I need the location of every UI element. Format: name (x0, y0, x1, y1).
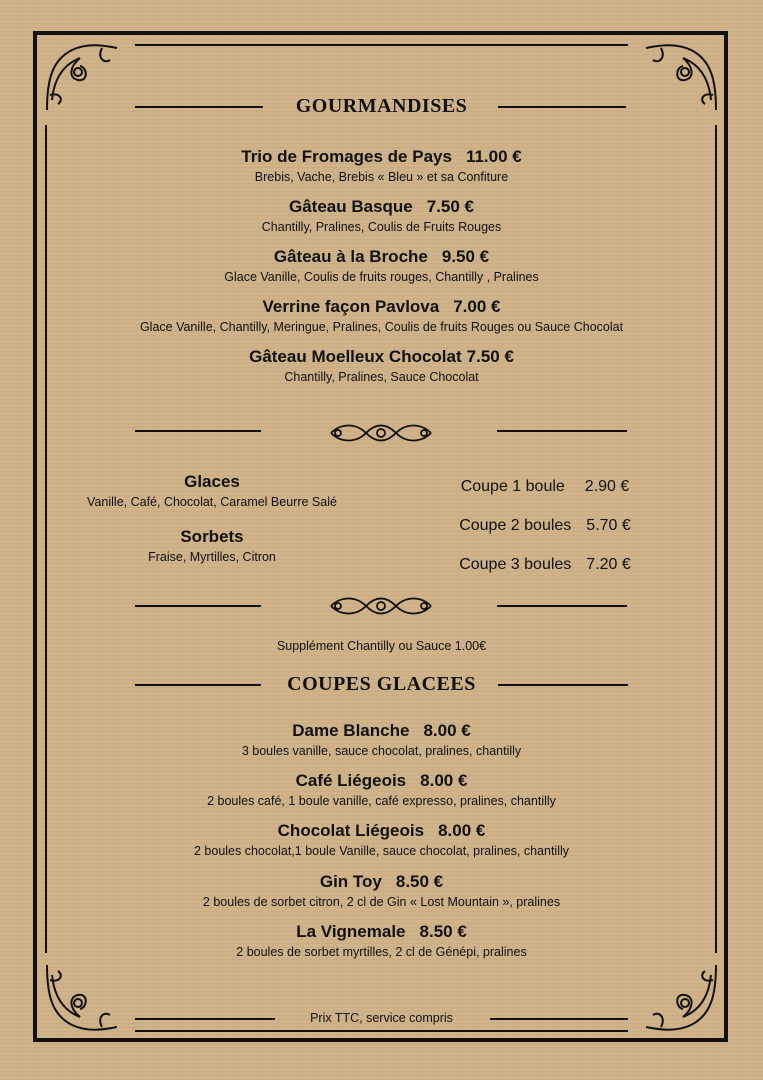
menu-item (0, 821, 763, 858)
item-description: 2 boules café, 1 boule vanille, café expresso, pralines, chantilly (207, 794, 556, 808)
item-price: 8.00 € (420, 771, 468, 790)
item-name: Gâteau à la Broche (273, 247, 428, 266)
item-price: 7.50 € (426, 197, 475, 216)
item-name: Chocolat Liégeois (277, 821, 425, 840)
divider-rule-right (497, 605, 627, 607)
item-price: 7.50 € (466, 347, 514, 366)
item-description: 2 boules chocolat,1 boule Vanille, sauce chocolat, pralines, chantilly (194, 844, 569, 858)
item-description: Glace Vanille, Chantilly, Meringue, Pralines, Coulis de fruits Rouges ou Sauce Chocolat (139, 320, 624, 334)
flourish-divider-icon (326, 420, 436, 446)
menu-item (0, 922, 763, 959)
glaces-block (62, 472, 362, 509)
menu-item (0, 297, 763, 334)
menu-item (0, 147, 763, 184)
section-title-coupes-glacees: COUPES GLACEES (287, 673, 476, 695)
item-name: Gin Toy (319, 872, 382, 891)
item-description: Chantilly, Pralines, Coulis de Fruits Rouges (261, 220, 502, 234)
coupe-price-row (430, 517, 660, 535)
item-price: 8.00 € (438, 821, 486, 840)
item-name: Gâteau Moelleux Chocolat (249, 347, 462, 366)
footer-note: Prix TTC, service compris (310, 1011, 453, 1025)
item-description: Brebis, Vache, Brebis « Bleu » et sa Confiture (254, 170, 509, 184)
supplement-note: Supplément Chantilly ou Sauce 1.00€ (276, 639, 487, 653)
item-name: Café Liégeois (295, 771, 407, 790)
coupe-price: 2.90 € (584, 478, 630, 495)
coupe-label: Coupe 1 boule (460, 478, 565, 495)
item-description: 3 boules vanille, sauce chocolat, pralines, chantilly (241, 744, 522, 758)
item-price: 7.00 € (453, 297, 501, 316)
coupe-price-row (430, 556, 660, 574)
menu-item (0, 197, 763, 234)
item-price: 8.00 € (423, 721, 471, 740)
menu-item (0, 872, 763, 909)
coupe-label: Coupe 3 boules (459, 556, 572, 573)
item-name: Verrine façon Pavlova (262, 297, 440, 316)
divider-rule-left (135, 605, 261, 607)
coupe-price: 7.20 € (586, 556, 631, 573)
item-description: 2 boules de sorbet myrtilles, 2 cl de Génépi, pralines (236, 945, 527, 959)
item-name: La Vignemale (296, 922, 406, 941)
menu-item (0, 721, 763, 758)
item-name: Dame Blanche (292, 721, 410, 740)
inner-bottom-line-3 (135, 1030, 628, 1032)
divider-rule-left (135, 430, 261, 432)
item-description: 2 boules de sorbet citron, 2 cl de Gin « Lost Mountain », pralines (202, 895, 561, 909)
glaces-title: Glaces (184, 472, 240, 491)
sorbets-title: Sorbets (180, 527, 244, 546)
coupe-price: 5.70 € (586, 517, 631, 534)
item-price: 11.00 € (465, 147, 522, 166)
coupe-label: Coupe 2 boules (459, 517, 572, 534)
item-description: Glace Vanille, Coulis de fruits rouges, Chantilly , Pralines (224, 270, 539, 284)
inner-top-line (135, 44, 628, 46)
coupe-price-row (430, 478, 660, 496)
item-description: Chantilly, Pralines, Sauce Chocolat (284, 370, 479, 384)
item-price: 8.50 € (419, 922, 467, 941)
item-name: Trio de Fromages de Pays (241, 147, 452, 166)
menu-item (0, 347, 763, 384)
sorbets-description: Fraise, Myrtilles, Citron (148, 550, 276, 564)
item-price: 8.50 € (395, 872, 444, 891)
menu-item (0, 247, 763, 284)
glaces-description: Vanille, Café, Chocolat, Caramel Beurre Salé (87, 495, 337, 509)
item-price: 9.50 € (441, 247, 490, 266)
sorbets-block (62, 527, 362, 564)
item-name: Gâteau Basque (288, 197, 413, 216)
divider-rule-right (497, 430, 627, 432)
section-title-gourmandises: GOURMANDISES (295, 95, 468, 117)
menu-item (0, 771, 763, 808)
flourish-divider-icon (326, 593, 436, 619)
